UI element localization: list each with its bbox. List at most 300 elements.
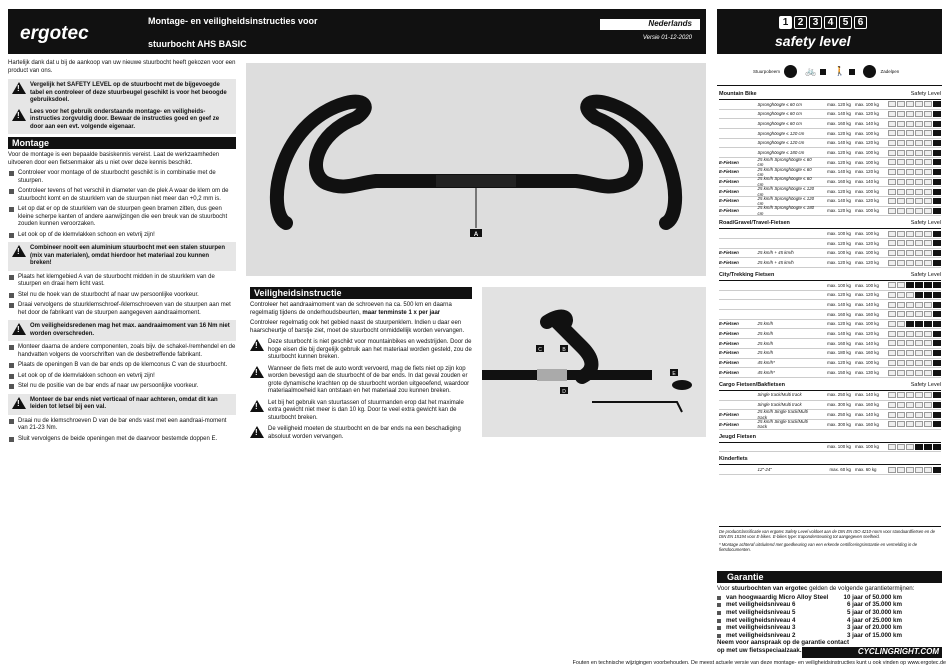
level-square <box>933 231 941 237</box>
level-square <box>897 111 905 117</box>
table-cell-c1: E-Fietsen <box>719 259 739 265</box>
category-safety-level-label: Safety Level <box>910 381 941 388</box>
level-square <box>906 321 914 327</box>
level-square <box>924 402 932 408</box>
level-square <box>888 292 896 298</box>
montage-warning-1-text: Combineer nooit een aluminium stuurbocht met een stalen stuurpen (mix van materialen), omdat hierdoor het materiaal zou kunnen breken! <box>30 245 226 266</box>
level-square <box>915 412 923 418</box>
level-indicator <box>888 302 941 308</box>
safety-paragraph-1 <box>250 302 472 317</box>
table-cell-c4: max. 100 kg <box>855 130 879 136</box>
garantie-row <box>717 632 942 640</box>
luggage-icon <box>820 69 826 75</box>
table-cell-c4: max. 140 kg <box>855 340 879 346</box>
level-indicator <box>888 444 941 450</box>
level-square <box>933 169 941 175</box>
warning-icon <box>12 245 26 257</box>
level-square <box>933 282 941 288</box>
level-square <box>924 412 932 418</box>
level-square <box>933 189 941 195</box>
level-square <box>888 159 896 165</box>
cyclingright-link[interactable]: CYCLINGRIGHT.COM <box>857 647 939 656</box>
table-cell-c4: max. 140 kg <box>855 411 879 417</box>
table-cell-c2: Spronghöogte ≤ 120 cm <box>757 130 805 136</box>
table-cell-c4: max. 120 kg <box>855 259 879 265</box>
level-square <box>924 340 932 346</box>
level-square <box>897 402 905 408</box>
category-name: Road/Gravel/Travel-Fietsen <box>719 220 790 227</box>
level-square <box>915 101 923 107</box>
level-square <box>915 350 923 356</box>
level-square <box>933 321 941 327</box>
level-square <box>897 208 905 214</box>
level-square <box>906 421 914 427</box>
table-row <box>719 410 941 420</box>
table-cell-c2: 25 km/h <box>757 321 774 327</box>
table-cell-c4: max. 130 kg <box>855 369 879 375</box>
garantie-row <box>717 594 942 602</box>
table-cell-c2: 25 km/h Single track/Multi track <box>757 409 808 420</box>
level-square <box>924 331 932 337</box>
table-cell-c1: E-Fietsen <box>719 208 739 214</box>
level-square <box>915 331 923 337</box>
garantie-section <box>717 571 942 655</box>
category-safety-level-label: Safety Level <box>910 272 941 278</box>
safety-p1-text: Controleer het aandraaimoment van de schroeven na ca. 500 km en daarna regelmatig tijdens de onderhoudsbeurten, <box>250 302 452 316</box>
garantie-row-left: met veiligheidsniveau 5 <box>717 609 795 617</box>
table-cell-c3: max. 120 kg <box>827 208 851 214</box>
level-indicator <box>888 321 941 327</box>
level-square <box>897 331 905 337</box>
level-square <box>906 360 914 366</box>
level-square <box>915 169 923 175</box>
warning-icon <box>12 109 26 121</box>
garantie-intro-c: gelden de volgende garantietermijnen: <box>807 585 915 592</box>
level-square <box>933 340 941 346</box>
table-cell-c1: E-Fietsen <box>719 350 739 356</box>
table-cell-c4: max. 120 kg <box>855 331 879 337</box>
level-square <box>897 140 905 146</box>
montage-step-2: Controleer tevens of het verschil in diameter van de plek A waar de klem om de stuurbocht komt en de stuurklem van de stuurpen niet meer dan +0,2 mm is. <box>8 188 236 203</box>
level-square <box>924 260 932 266</box>
level-indicator <box>888 159 941 165</box>
level-square <box>906 111 914 117</box>
table-cell-c4: max. 140 kg <box>855 179 879 185</box>
montage-step-8: Monteer daarna de andere componenten, zoals bijv. de schakel-/remhendel en de handvatten volgens de voorschriften van de desbetreffende fabrikant. <box>8 344 236 359</box>
table-row <box>719 420 941 430</box>
table-row <box>719 197 941 207</box>
garantie-row <box>717 617 942 625</box>
level-square <box>924 189 932 195</box>
table-cell-c2: Spronghöogte ≤ 120 cm <box>757 140 805 146</box>
category-header <box>719 272 941 281</box>
level-square <box>933 402 941 408</box>
table-cell-c4: max. 100 kg <box>855 444 879 450</box>
intro-warning-2-text: Lees voor het gebruik onderstaande montage- en veiligheids-instructies zorgvuldig door. Bewaar de instructies goed en geef ze door aan een evt. volgende eigenaar. <box>30 108 220 130</box>
level-square <box>897 260 905 266</box>
montage-step-9: Plaats de openingen B van de bar ends op de klemconus C van de stuurbocht. <box>8 362 236 370</box>
level-square <box>888 169 896 175</box>
barend-illustration <box>482 287 706 437</box>
level-square <box>933 421 941 427</box>
intro-warning-2 <box>12 109 232 132</box>
level-square <box>906 292 914 298</box>
table-cell-c4: max. 100 kg <box>855 360 879 366</box>
table-row <box>719 359 941 369</box>
level-indicator <box>888 360 941 366</box>
table-row <box>719 178 941 188</box>
safety-warning-2-text: Wanneer de fiets met de auto wordt vervoerd, mag de fiets niet op zijn kop worden bevestigd aan de stuurbocht of de bar ends. In dat geval zouden er grote dynamische krachten op de stuurbocht worden uitgeoefend, waardoor materiaalmoeheid kan ontstaan en het materiaal zou kunnen breken. <box>268 365 470 394</box>
level-square <box>888 240 896 246</box>
level-square <box>924 467 932 473</box>
garantie-row-left: met veiligheidsniveau 6 <box>717 601 795 609</box>
level-square <box>906 101 914 107</box>
table-cell-c4: max. 100 kg <box>855 250 879 256</box>
table-cell-c4: max. 100 kg <box>855 101 879 107</box>
level-indicator <box>888 130 941 136</box>
level-square <box>888 140 896 146</box>
warning-icon <box>250 339 264 351</box>
level-indicator <box>888 282 941 288</box>
category-name: Mountain Bike <box>719 91 757 97</box>
level-square <box>906 370 914 376</box>
level-square <box>924 321 932 327</box>
level-square <box>915 321 923 327</box>
garantie-row-right: 5 jaar of 30.000 km <box>846 608 902 616</box>
level-square <box>924 282 932 288</box>
level-square <box>933 179 941 185</box>
table-row <box>719 110 941 120</box>
warning-icon <box>250 400 264 412</box>
montage-step-12: Draai nu de klemschroeven D van de bar ends vast met een aandraai-moment van 21-23 Nm. <box>8 418 236 433</box>
table-row <box>719 168 941 178</box>
category-name: Cargo Fietsen/Bakfietsen <box>719 381 786 388</box>
table-cell-c4: max. 140 kg <box>855 301 879 307</box>
level-number: 6 <box>854 16 867 29</box>
safety-p1-emph: maar tenminste 1 x per jaar <box>362 309 441 316</box>
header-title-2: stuurbocht AHS BASIC <box>148 39 247 49</box>
level-square <box>924 444 932 450</box>
level-square <box>933 130 941 136</box>
level-square <box>924 302 932 308</box>
category-name: City/Trekking Fietsen <box>719 272 775 278</box>
table-cell-c2: 25 km/h Spronghöogte ≤ 60 cm <box>757 166 812 178</box>
level-indicator <box>888 111 941 117</box>
level-square <box>906 444 914 450</box>
table-cell-c3: max. 120 kg <box>827 101 851 107</box>
table-cell-c1: E-Fietsen <box>719 250 739 256</box>
level-square <box>906 392 914 398</box>
montage-step-7: Draai vervolgens de stuurklemschroef-/klemschroeven van de stuurpen aan met het door de fabrikant van de stuurpen aangegeven aandraaimoment. <box>8 302 236 317</box>
level-square <box>933 250 941 256</box>
table-cell-c2: Spronghöogte ≤ 60 cm <box>757 101 802 107</box>
level-square <box>897 250 905 256</box>
level-square <box>906 140 914 146</box>
garantie-row-right: 6 jaar of 35.000 km <box>846 601 902 609</box>
table-cell-c4: max. 120 kg <box>855 169 879 175</box>
table-cell-c3: max. 100 kg <box>827 282 851 288</box>
category-safety-level-label: Safety Level <box>910 91 941 97</box>
level-square <box>915 311 923 317</box>
table-row <box>719 349 941 359</box>
level-square <box>924 370 932 376</box>
level-square <box>888 231 896 237</box>
level-square <box>915 130 923 136</box>
table-row <box>719 443 941 453</box>
garantie-row <box>717 601 942 609</box>
safety-paragraph-2: Controleer regelmatig ook het gebied naast de stuurpenklem. Indien u daar een haarscheurtje of barstje ziet, moet de stuurbocht onmiddellijk worden vervangen. <box>250 320 465 334</box>
level-number: 1 <box>779 16 792 29</box>
table-cell-c4: max. 100 kg <box>855 230 879 236</box>
level-square <box>888 340 896 346</box>
garantie-row-right: 4 jaar of 25.000 km <box>846 616 902 624</box>
table-row <box>719 239 941 249</box>
table-row <box>719 249 941 259</box>
garantie-row <box>717 624 942 632</box>
icons-row <box>717 58 942 86</box>
level-square <box>915 260 923 266</box>
level-indicator <box>888 311 941 317</box>
table-row <box>719 300 941 310</box>
garantie-title: Garantie <box>717 571 942 583</box>
table-cell-c1: E-Fietsen <box>719 188 739 194</box>
table-cell-c3: max. 300 kg <box>827 421 851 427</box>
safety-warning-4-text: De veiligheid moeten de stuurbocht en de bar ends na een beschadiging absoluut worden vervangen. <box>268 426 461 440</box>
level-square <box>897 360 905 366</box>
table-cell-c3: max. 160 kg <box>827 120 851 126</box>
table-cell-c3: max. 100 kg <box>827 230 851 236</box>
level-square <box>915 444 923 450</box>
table-cell-c2: 25 km/h Spronghöogte ≤ 180 cm <box>757 205 815 216</box>
level-square <box>888 250 896 256</box>
montage-step-5: Plaats het klemgebied A van de stuurbocht midden in de stuurklem van de stuurpen en draai hem licht vast. <box>8 274 236 289</box>
level-square <box>924 231 932 237</box>
level-square <box>915 179 923 185</box>
level-square <box>933 260 941 266</box>
level-indicator <box>888 150 941 156</box>
table-cell-c2: Spronghöogte ≤ 180 cm <box>757 150 805 156</box>
level-square <box>897 421 905 427</box>
table-cell-c2: 45 km/h* <box>757 369 775 375</box>
language-label: Nederlands <box>648 19 692 28</box>
level-square <box>915 402 923 408</box>
level-square <box>915 370 923 376</box>
table-row <box>719 187 941 197</box>
level-square <box>933 140 941 146</box>
level-square <box>888 350 896 356</box>
level-square <box>897 467 905 473</box>
level-square <box>915 140 923 146</box>
table-cell-c3: max. 250 kg <box>827 411 851 417</box>
footer-text: Fouten en technische wijzigingen voorbehouden. De meest actuele versie van deze montage- en veiligheidsinstructies kunt u ook vinden op www.ergotec.de <box>572 660 946 666</box>
level-square <box>888 150 896 156</box>
table-row <box>719 129 941 139</box>
table-notes <box>719 526 941 552</box>
level-square <box>924 101 932 107</box>
level-square <box>888 331 896 337</box>
level-square <box>897 412 905 418</box>
level-square <box>915 467 923 473</box>
table-cell-c1: E-Fietsen <box>719 369 739 375</box>
warning-icon <box>250 426 264 438</box>
garantie-outro-1: Neem voor aanspraak op de garantie contact <box>717 639 850 647</box>
table-cell-c4: max. 100 kg <box>855 150 879 156</box>
table-cell-c2: Single track/Multi track <box>757 392 802 398</box>
level-indicator <box>888 101 941 107</box>
level-square <box>933 331 941 337</box>
level-square <box>933 360 941 366</box>
level-indicator <box>888 250 941 256</box>
table-cell-c1: E-Fietsen <box>719 169 739 175</box>
table-cell-c2: 25 km/h <box>757 350 774 356</box>
level-square <box>906 260 914 266</box>
level-square <box>933 150 941 156</box>
safety-warning-1-text: Deze stuurbocht is niet geschikt voor mountainbikes en wedstrijden. Door de hoge eisen die bij dergelijk gebruik aan het materiaal worden gesteld, zou de stuurbocht kunnen breken. <box>268 339 472 360</box>
level-square <box>906 467 914 473</box>
table-cell-c2: 25 km/h Spronghöogte ≤ 120 cm <box>757 195 815 207</box>
table-row <box>719 339 941 349</box>
table-cell-c4: max. 120 kg <box>855 240 879 246</box>
table-cell-c1: E-Fietsen <box>719 411 739 417</box>
level-indicator <box>888 208 941 214</box>
table-cell-c2: 25 km/h + 45 km/h <box>757 250 794 256</box>
warning-icon <box>12 323 26 335</box>
montage-title: Montage <box>8 137 236 149</box>
label-d: D <box>562 389 566 395</box>
table-cell-c3: max. 100 kg <box>827 250 851 256</box>
level-square <box>888 421 896 427</box>
level-indicator <box>888 421 941 427</box>
level-square <box>906 159 914 165</box>
level-square <box>888 101 896 107</box>
language-badge <box>600 19 700 30</box>
level-square <box>906 150 914 156</box>
level-square <box>906 189 914 195</box>
level-square <box>888 467 896 473</box>
cyclingright-banner <box>802 647 942 658</box>
table-cell-c1: E-Fietsen <box>719 360 739 366</box>
level-square <box>906 412 914 418</box>
level-square <box>933 412 941 418</box>
level-square <box>888 321 896 327</box>
level-square <box>897 198 905 204</box>
level-indicator <box>888 198 941 204</box>
level-square <box>924 179 932 185</box>
seatpost-icon <box>863 65 876 78</box>
table-cell-c2: 25 km/h <box>757 340 774 346</box>
category-header <box>719 91 941 100</box>
table-cell-c3: max. 120 kg <box>827 360 851 366</box>
level-square <box>897 121 905 127</box>
level-number: 2 <box>794 16 807 29</box>
table-row <box>719 465 941 475</box>
table-cell-c1: E-Fietsen <box>719 159 739 165</box>
header-bar <box>8 9 706 54</box>
table-cell-c1: E-Fietsen <box>719 179 739 185</box>
level-indicator <box>888 121 941 127</box>
table-row <box>719 100 941 110</box>
garantie-row-right: 3 jaar of 20.000 km <box>846 624 902 632</box>
level-square <box>888 111 896 117</box>
level-square <box>924 140 932 146</box>
level-square <box>897 321 905 327</box>
level-square <box>915 240 923 246</box>
table-cell-c3: max. 120 kg <box>827 240 851 246</box>
level-square <box>915 302 923 308</box>
level-square <box>888 260 896 266</box>
montage-step-3: Let op dat er op de stuurklem van de stuurpen geen bramen zitten, dus geen kleine scherpe kanten of andere aanwijzingen die een breuk van de stuurbocht zouden kunnen veroorzaken. <box>8 206 236 229</box>
table-cell-c2: 25 km/h + 45 km/h <box>757 259 794 265</box>
table-row <box>719 368 941 378</box>
level-square <box>915 198 923 204</box>
level-indicator <box>888 189 941 195</box>
category-header <box>719 220 941 229</box>
montage-step-4: Let ook op of de klemvlakken schoon en vetvrij zijn! <box>8 232 236 240</box>
level-square <box>888 189 896 195</box>
table-cell-c2: 25 km/h Spronghöogte ≤ 60 cm <box>757 156 812 168</box>
level-square <box>915 282 923 288</box>
table-cell-c4: max. 60 kg <box>855 466 877 472</box>
table-cell-c3: max. 160 kg <box>827 311 851 317</box>
table-cell-c1: E-Fietsen <box>719 198 739 204</box>
safety-level-header <box>717 9 942 54</box>
table-row <box>719 148 941 158</box>
level-square <box>933 302 941 308</box>
garantie-intro-a: Voor <box>717 585 732 592</box>
table-cell-c3: max. 120 kg <box>827 159 851 165</box>
garantie-intro-b: stuurbochten van ergotec <box>731 585 808 592</box>
level-square <box>897 189 905 195</box>
level-numbers <box>779 16 867 29</box>
level-square <box>933 159 941 165</box>
level-indicator <box>888 467 941 473</box>
level-square <box>915 189 923 195</box>
level-square <box>897 370 905 376</box>
level-square <box>924 111 932 117</box>
level-square <box>888 302 896 308</box>
level-square <box>897 282 905 288</box>
level-square <box>897 340 905 346</box>
level-square <box>924 350 932 356</box>
level-square <box>906 350 914 356</box>
handlebar-image <box>246 63 706 276</box>
level-square <box>897 150 905 156</box>
level-square <box>888 392 896 398</box>
level-square <box>888 444 896 450</box>
table-row <box>719 320 941 330</box>
table-cell-c4: max. 120 kg <box>855 292 879 298</box>
category-header <box>719 456 941 465</box>
table-cell-c4: max. 120 kg <box>855 140 879 146</box>
table-cell-c3: max. 120 kg <box>827 292 851 298</box>
table-cell-c3: max. 140 kg <box>827 331 851 337</box>
intro-warning-1 <box>12 82 232 105</box>
level-indicator <box>888 370 941 376</box>
level-square <box>897 101 905 107</box>
level-number: 3 <box>809 16 822 29</box>
level-square <box>933 392 941 398</box>
table-cell-c3: max. 120 kg <box>827 188 851 194</box>
level-square <box>897 444 905 450</box>
label-c: C <box>538 347 542 353</box>
level-square <box>915 150 923 156</box>
level-square <box>888 208 896 214</box>
level-square <box>906 302 914 308</box>
table-note-1: De productclassificatie van ergotec Safety Level voldoet aan de DIN EN ISO 4210-norm voor standaardfietsen en de DIN EN 15194 voor E-bikes. E-bikes type: trapondersteuning tot aangegeven snelheid. <box>719 529 936 540</box>
stem-label: Stuurpobeem <box>753 68 781 74</box>
safety-warning-2 <box>250 366 472 396</box>
table-cell-c4: max. 100 kg <box>855 208 879 214</box>
